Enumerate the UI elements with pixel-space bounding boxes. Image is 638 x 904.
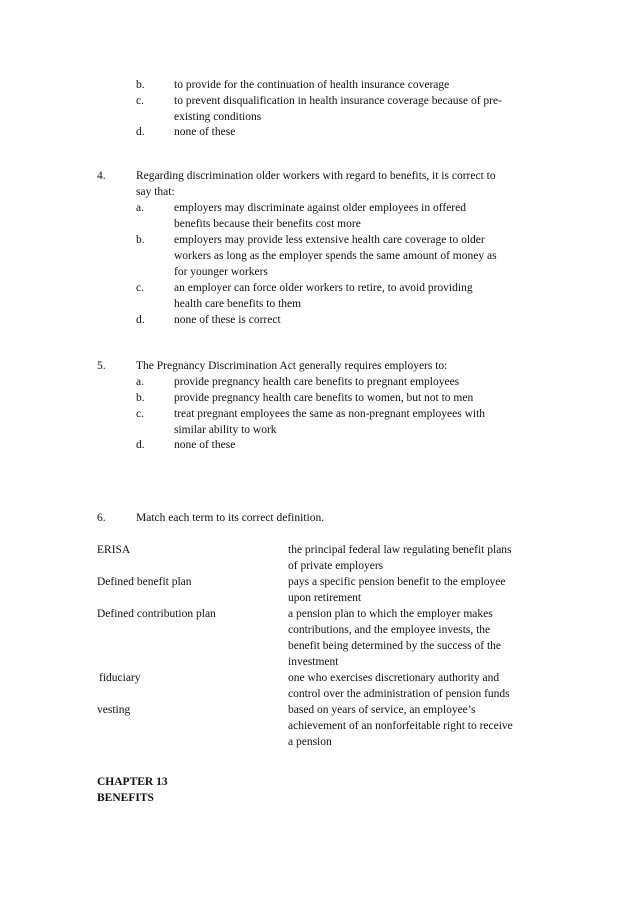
- question-number: 5.: [97, 360, 106, 372]
- question-number: 6.: [97, 512, 106, 524]
- option-letter: b.: [136, 79, 145, 91]
- question-number: 4.: [97, 170, 106, 182]
- option-text: workers as long as the employer spends the same amount of money as: [174, 250, 497, 262]
- option-text: none of these: [174, 126, 236, 138]
- option-text: existing conditions: [174, 111, 262, 123]
- match-term: Defined benefit plan: [97, 576, 192, 588]
- option-text: to provide for the continuation of health insurance coverage: [174, 79, 450, 91]
- match-definition: one who exercises discretionary authority and: [288, 672, 500, 684]
- match-definition: achievement of an nonforfeitable right to receive: [288, 720, 513, 732]
- option-text: provide pregnancy health care benefits to women, but not to men: [174, 392, 474, 404]
- option-text: none of these is correct: [174, 314, 281, 326]
- match-definition: a pension plan to which the employer makes: [288, 608, 493, 620]
- question-stem: Match each term to its correct definition.: [136, 512, 325, 524]
- option-text: treat pregnant employees the same as non-pregnant employees with: [174, 408, 486, 420]
- chapter-subtitle: BENEFITS: [97, 792, 154, 804]
- match-definition: control over the administration of pension funds: [288, 688, 510, 700]
- chapter-title: CHAPTER 13: [97, 776, 168, 788]
- match-definition: benefit being determined by the success of the: [288, 640, 501, 652]
- match-definition: investment: [288, 656, 339, 668]
- match-definition: based on years of service, an employee’s: [288, 704, 476, 716]
- option-letter: d.: [136, 126, 145, 138]
- option-letter: c.: [136, 408, 144, 420]
- option-text: to prevent disqualification in health insurance coverage because of pre-: [174, 95, 502, 107]
- match-definition: contributions, and the employee invests, the: [288, 624, 491, 636]
- option-text: employers may discriminate against older employees in offered: [174, 202, 466, 214]
- question-stem: Regarding discrimination older workers with regard to benefits, it is correct to: [136, 170, 496, 182]
- match-term: fiduciary: [99, 672, 141, 684]
- option-text: provide pregnancy health care benefits to pregnant employees: [174, 376, 460, 388]
- option-letter: b.: [136, 392, 145, 404]
- match-term: Defined contribution plan: [97, 608, 216, 620]
- match-definition: a pension: [288, 736, 332, 748]
- match-term: vesting: [97, 704, 131, 716]
- question-stem: say that:: [136, 186, 175, 198]
- option-letter: c.: [136, 95, 144, 107]
- option-text: an employer can force older workers to retire, to avoid providing: [174, 282, 473, 294]
- option-text: similar ability to work: [174, 424, 277, 436]
- question-stem: The Pregnancy Discrimination Act generally requires employers to:: [136, 360, 448, 372]
- match-definition: pays a specific pension benefit to the employee: [288, 576, 506, 588]
- option-text: health care benefits to them: [174, 298, 302, 310]
- option-letter: d.: [136, 314, 145, 326]
- option-letter: b.: [136, 234, 145, 246]
- option-letter: a.: [136, 376, 144, 388]
- option-letter: a.: [136, 202, 144, 214]
- option-text: benefits because their benefits cost more: [174, 218, 361, 230]
- option-text: for younger workers: [174, 266, 268, 278]
- option-letter: d.: [136, 439, 145, 451]
- match-definition: of private employers: [288, 560, 384, 572]
- option-text: none of these: [174, 439, 236, 451]
- option-text: employers may provide less extensive health care coverage to older: [174, 234, 485, 246]
- match-definition: the principal federal law regulating benefit plans: [288, 544, 512, 556]
- match-definition: upon retirement: [288, 592, 362, 604]
- option-letter: c.: [136, 282, 144, 294]
- match-term: ERISA: [97, 544, 131, 556]
